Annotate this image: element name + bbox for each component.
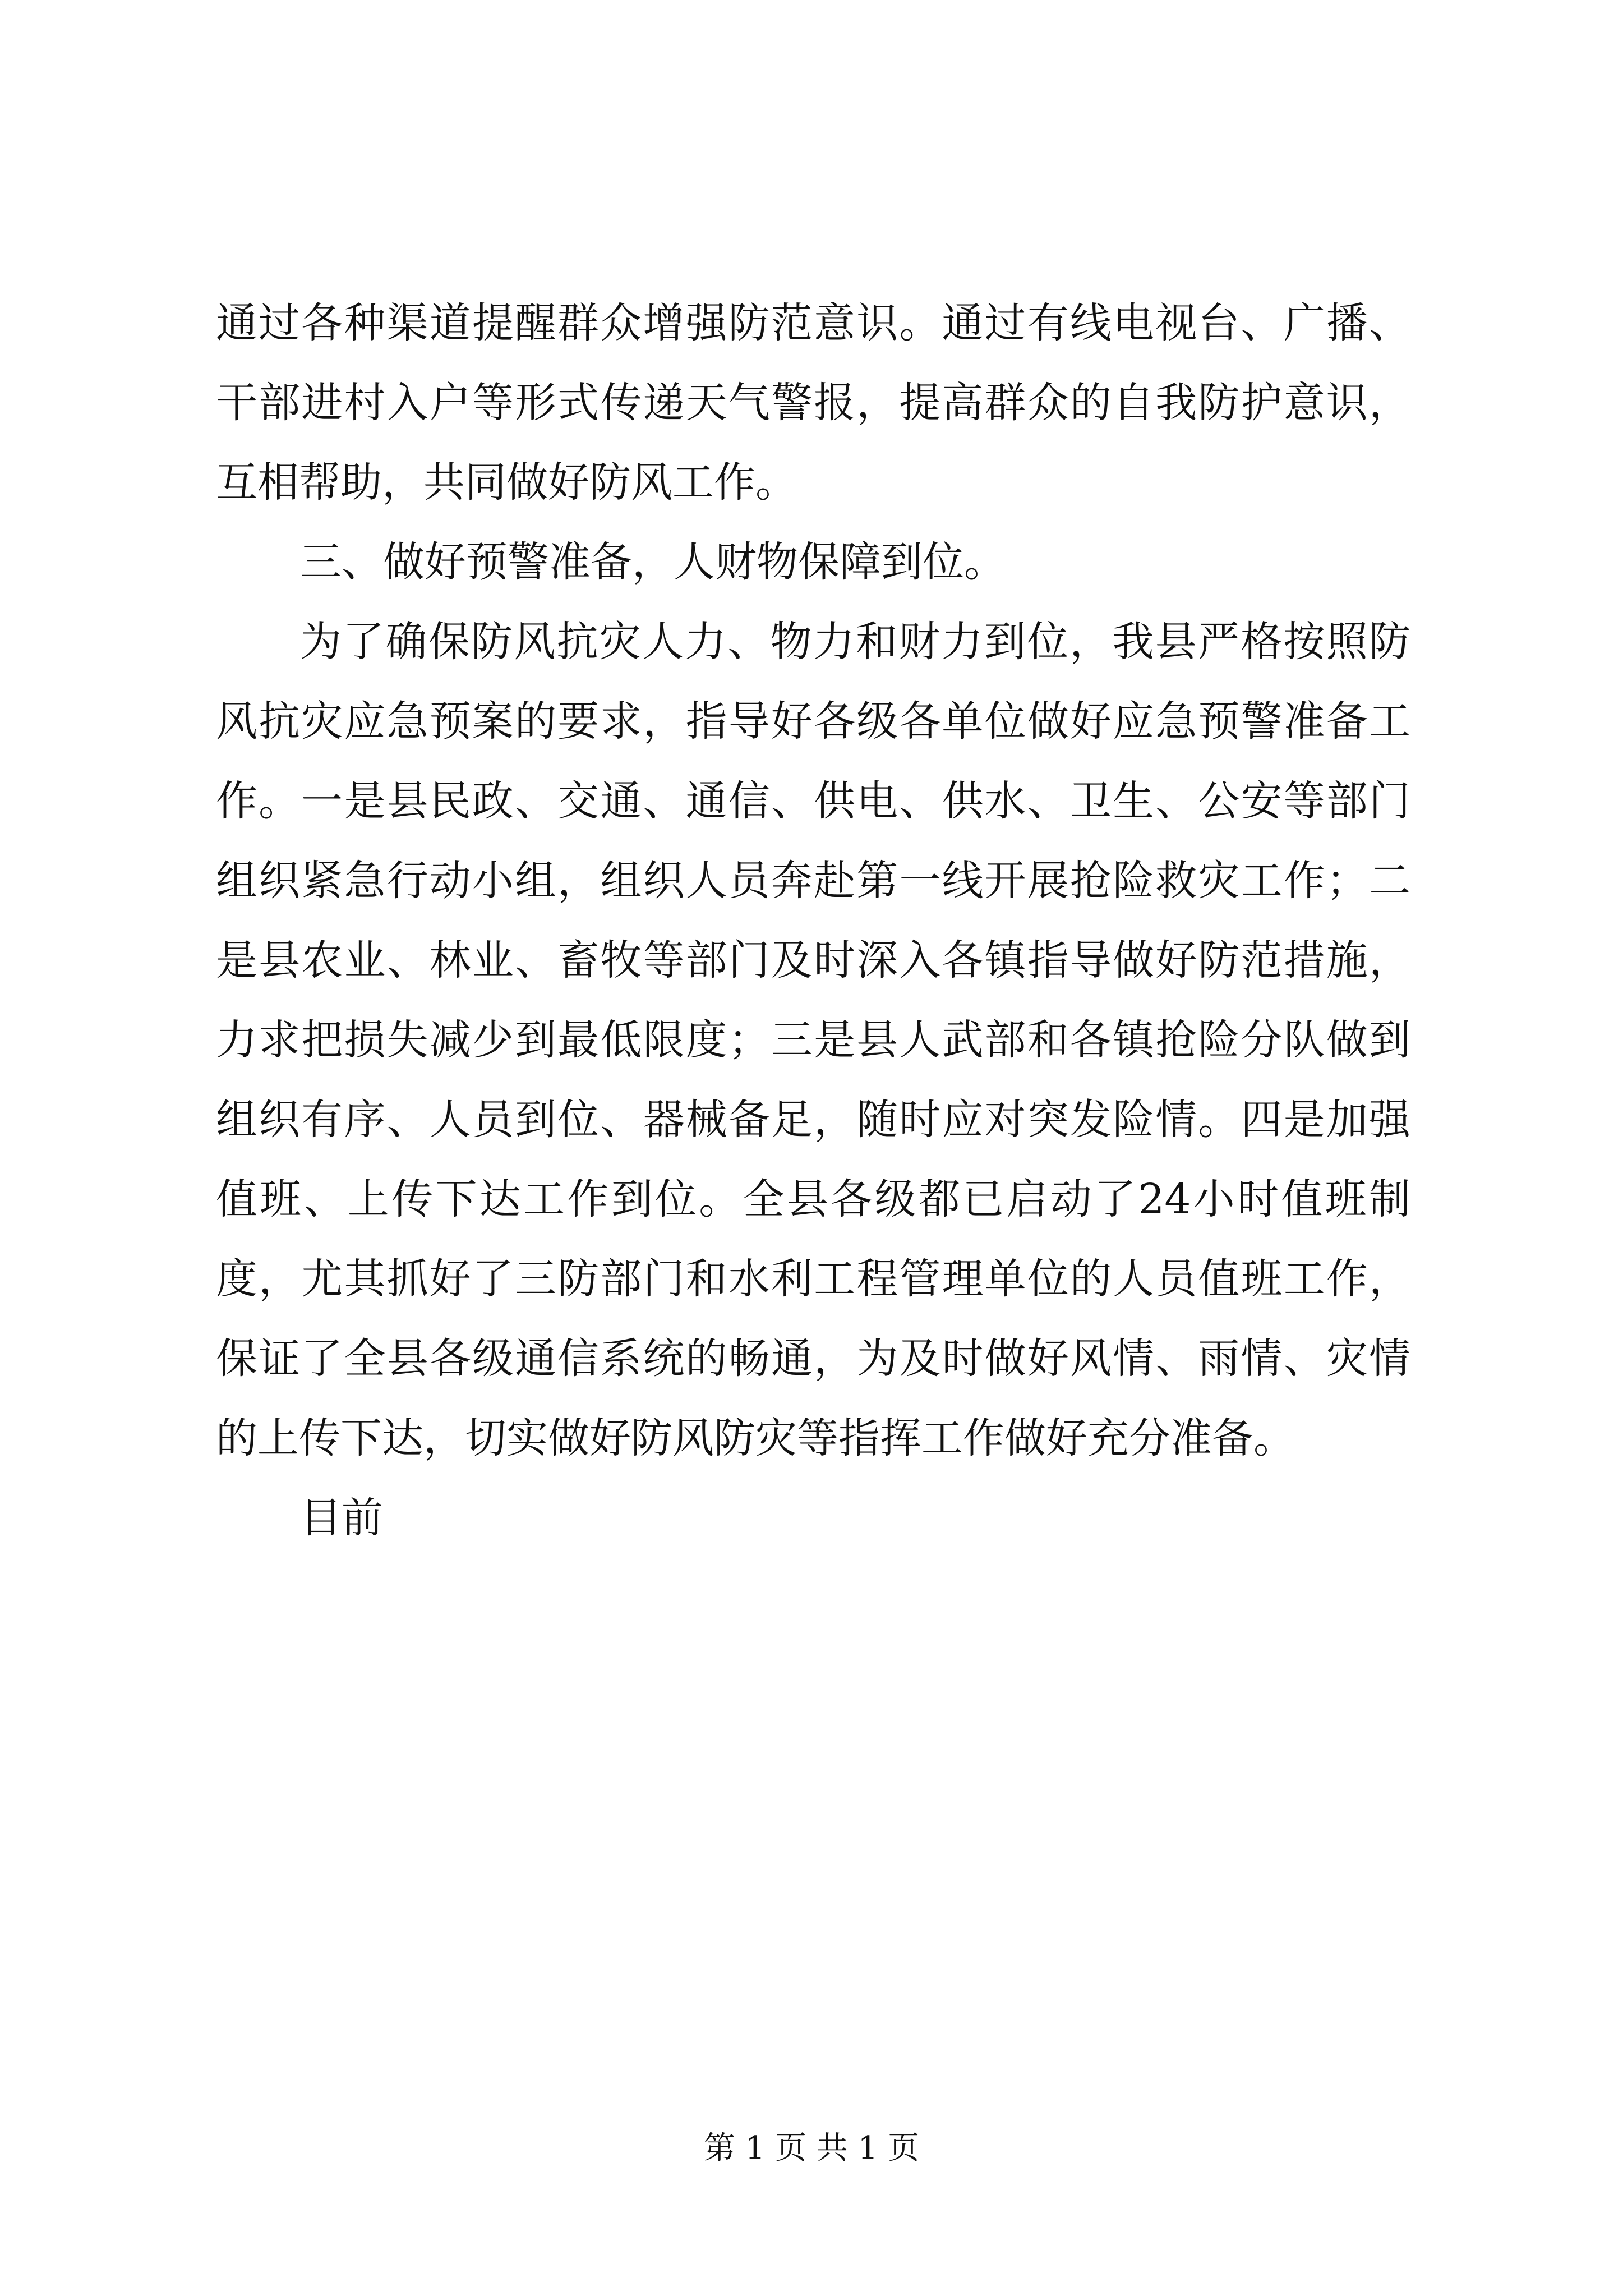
paragraph-line: 的上传下达，切实做好防风防灾等指挥工作做好充分准备。: [216, 1414, 1295, 1462]
paragraph-line: 互相帮助，共同做好防风工作。: [216, 458, 797, 507]
paragraph-line: 组织紧急行动小组，组织人员奔赴第一线开展抢险救灾工作；二: [216, 857, 1410, 905]
paragraph-line: 为了确保防风抗灾人力、物力和财力到位，我县严格按照防: [300, 618, 1410, 666]
page-footer: [0, 2129, 1623, 2168]
section-heading: 三、做好预警准备，人财物保障到位。: [300, 538, 1006, 586]
paragraph-line: 通过各种渠道提醒群众增强防范意识。通过有线电视台、广播、: [216, 299, 1410, 347]
page-number-label: 第 1 页 共 1 页: [703, 2130, 920, 2166]
paragraph-line: 保证了全县各级通信系统的畅通，为及时做好风情、雨情、灾情: [216, 1335, 1410, 1383]
paragraph-line: 力求把损失减少到最低限度；三是县人武部和各镇抢险分队做到: [216, 1016, 1410, 1064]
paragraph-line: 目前: [300, 1494, 383, 1542]
paragraph-line: 度，尤其抓好了三防部门和水利工程管理单位的人员值班工作，: [216, 1255, 1410, 1303]
paragraph-line: 风抗灾应急预案的要求，指导好各级各单位做好应急预警准备工: [216, 697, 1410, 746]
paragraph-line: 作。一是县民政、交通、通信、供电、供水、卫生、公安等部门: [216, 777, 1410, 825]
paragraph-line: 是县农业、林业、畜牧等部门及时深入各镇指导做好防范措施，: [216, 936, 1410, 984]
paragraph-line: 组织有序、人员到位、器械备足，随时应对突发险情。四是加强: [216, 1096, 1410, 1144]
document-body: [216, 283, 1410, 1558]
paragraph-line: 值班、上传下达工作到位。全县各级都已启动了24小时值班制: [216, 1175, 1410, 1223]
paragraph-line: 干部进村入户等形式传递天气警报，提高群众的自我防护意识，: [216, 379, 1410, 427]
